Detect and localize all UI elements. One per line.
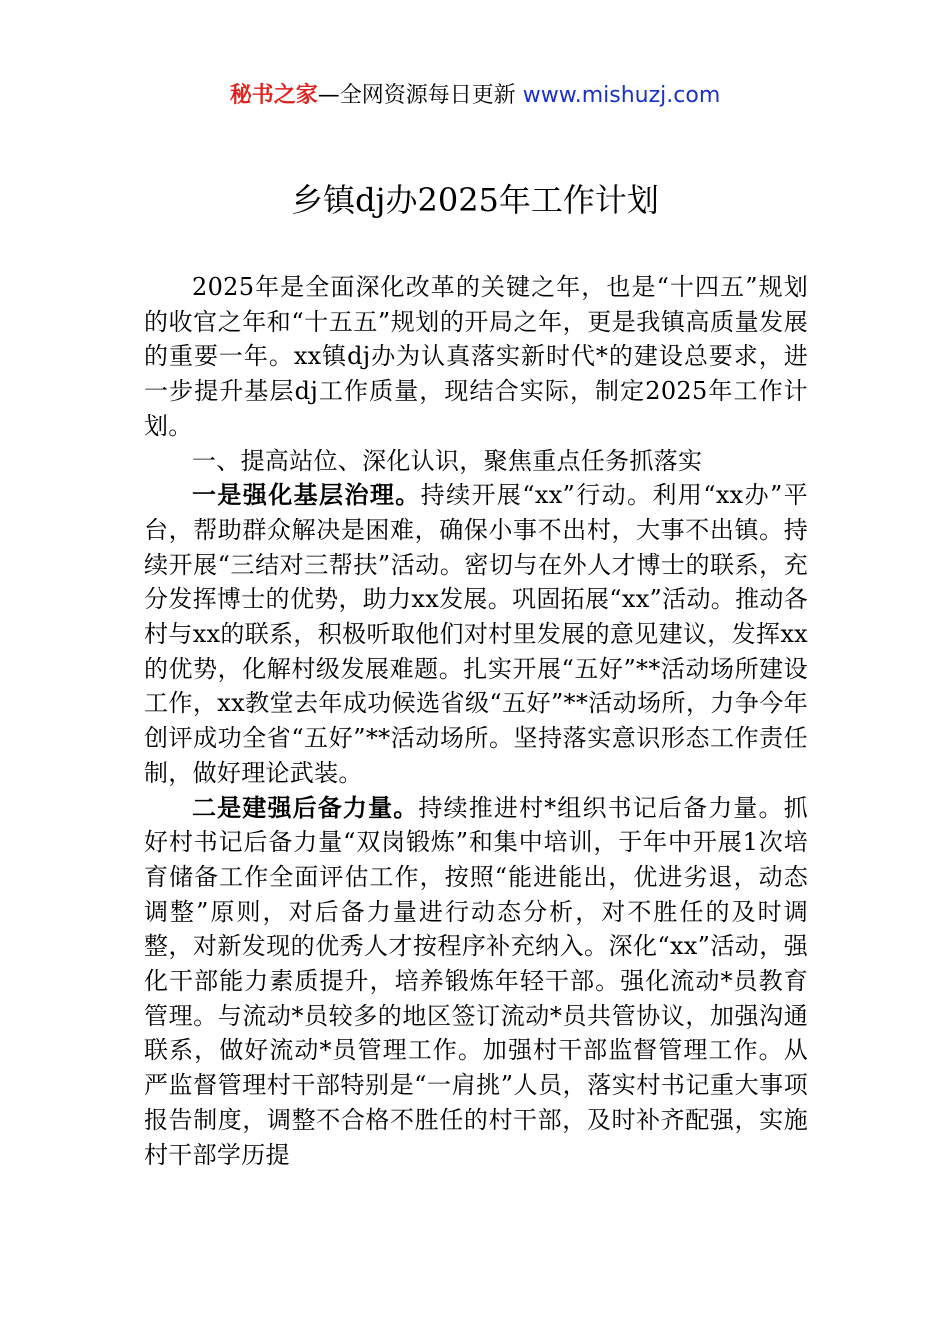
section-heading: 一、提高站位、深化认识，聚焦重点任务抓落实 [192,446,703,475]
header-brand: 秘书之家 [229,83,318,108]
header-tagline: —全网资源每日更新 [317,83,523,108]
item-lead-2: 二是建强后备力量。 [192,792,419,822]
site-header [0,80,950,112]
item-paragraph-2 [144,791,808,1173]
item-text-2: 持续推进村*组织书记后备力量。抓好村书记后备力量“双岗锻炼”和集中培训，于年中开展1次培育储备工作全面评估工作，按照“能进能出，优进劣退，动态调整”原则，对后备力量进行动态分析，对不胜任的及时调整，对新发现的优秀人才按程序补充纳入。深化“xx”活动，强化干部能力素质提升，培养锻炼年轻干部。强化流动*员教育管理。与流动*员较多的地区签订流动*员共管协议，加强沟通联系，做好流动*员管理工作。加强村干部监督管理工作。从严监督管理村干部特别是“一肩挑”人员，落实村书记重大事项报告制度，调整不合格不胜任的村干部，及时补齐配强，实施村干部学历提 [144,793,808,1169]
document-body [144,270,808,1172]
item-paragraph-1 [144,478,808,790]
item-text-1: 持续开展“xx”行动。利用“xx办”平台，帮助群众解决是困难，确保小事不出村，大事不出镇。持续开展“三结对三帮扶”活动。密切与在外人才博士的联系，充分发挥博士的优势，助力xx发展。巩固拓展“xx”活动。推动各村与xx的联系，积极听取他们对村里发展的意见建议，发挥xx的优势，化解村级发展难题。扎实开展“五好”**活动场所建设工作，xx教堂去年成功候选省级“五好”**活动场所，力争今年创评成功全省“五好”**活动场所。坚持落实意识形态工作责任制，做好理论武装。 [144,481,808,787]
item-lead-1: 一是强化基层治理。 [192,480,421,510]
intro-paragraph: 2025年是全面深化改革的关键之年，也是“十四五”规划的收官之年和“十五五”规划的开局之年，更是我镇高质量发展的重要一年。xx镇dj办为认真落实新时代*的建设总要求，进一步提升基层dj工作质量，现结合实际，制定2025年工作计划。 [144,273,808,440]
document-title: 乡镇dj办2025年工作计划 [291,181,659,219]
header-site-link[interactable]: www.mishuzj.com [522,83,721,108]
